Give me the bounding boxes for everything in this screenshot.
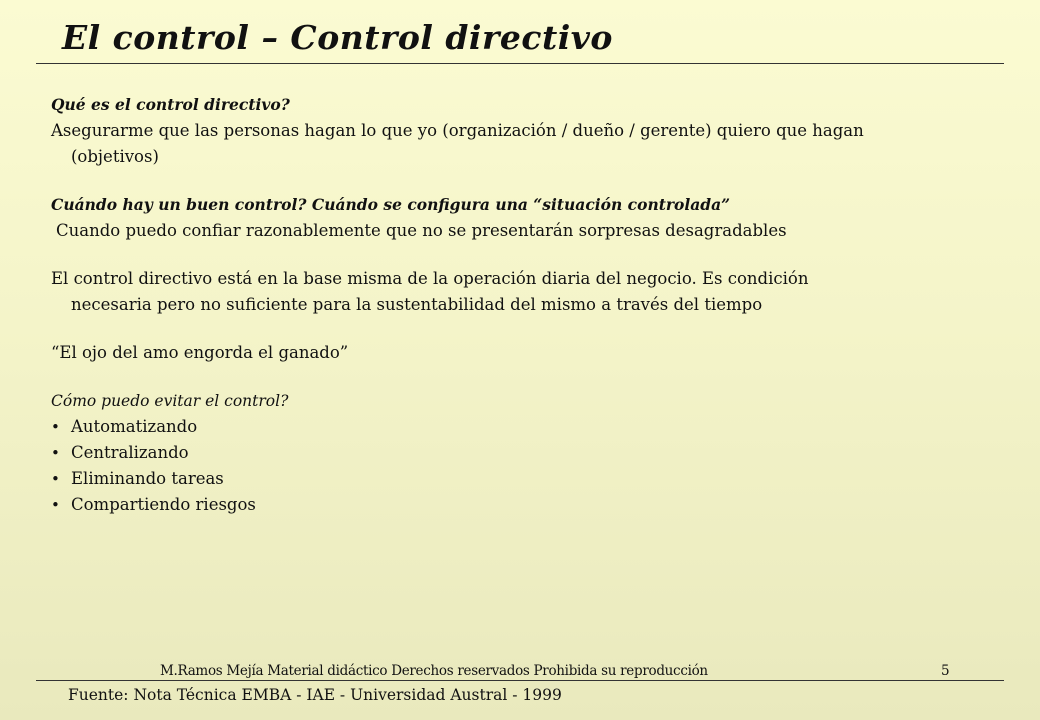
- footer-divider: [36, 680, 1004, 681]
- spacer: [51, 318, 1011, 340]
- bullet-icon: •: [51, 444, 60, 462]
- statement-line2: necesaria pero no suficiente para la sustentabilidad del mismo a través del tiempo: [71, 295, 763, 314]
- spacer: [51, 170, 1011, 192]
- list-item-label: Automatizando: [71, 417, 198, 436]
- list-item: [51, 440, 1011, 466]
- title-divider: [36, 63, 1004, 64]
- question-what-is-control: Qué es el control directivo?: [51, 95, 290, 114]
- bullet-icon: •: [51, 496, 60, 514]
- bullet-icon: •: [51, 470, 60, 488]
- statement-line1: El control directivo está en la base misma de la operación diaria del negocio. Es condición: [51, 269, 809, 288]
- list-item: [51, 414, 1011, 440]
- page-number: 5: [941, 663, 950, 679]
- list-item-label: Compartiendo riesgos: [71, 495, 256, 514]
- spacer: [51, 244, 1011, 266]
- question-good-control: Cuándo hay un buen control? Cuándo se configura una “situación controlada”: [51, 195, 731, 214]
- list-item-label: Eliminando tareas: [71, 469, 224, 488]
- answer-what-is-control-line1: Asegurarme que las personas hagan lo que yo (organización / dueño / gerente) quiero que hagan: [51, 121, 864, 140]
- spacer: [51, 366, 1011, 388]
- avoid-control-list: [51, 414, 1011, 518]
- proverb-quote: “El ojo del amo engorda el ganado”: [51, 343, 349, 362]
- bullet-icon: •: [51, 418, 60, 436]
- source-citation: Fuente: Nota Técnica EMBA - IAE - Universidad Austral - 1999: [68, 686, 562, 704]
- list-item-label: Centralizando: [71, 443, 189, 462]
- answer-what-is-control-line2: (objetivos): [71, 147, 159, 166]
- list-item: [51, 466, 1011, 492]
- slide-body: [51, 92, 1011, 518]
- question-avoid-control: Cómo puedo evitar el control?: [51, 392, 289, 410]
- list-item: [51, 492, 1011, 518]
- answer-good-control: Cuando puedo confiar razonablemente que no se presentarán sorpresas desagradables: [56, 221, 787, 240]
- slide-title: El control – Control directivo: [62, 18, 613, 57]
- footer-credit: M.Ramos Mejía Material didáctico Derechos reservados Prohibida su reproducción: [160, 663, 708, 679]
